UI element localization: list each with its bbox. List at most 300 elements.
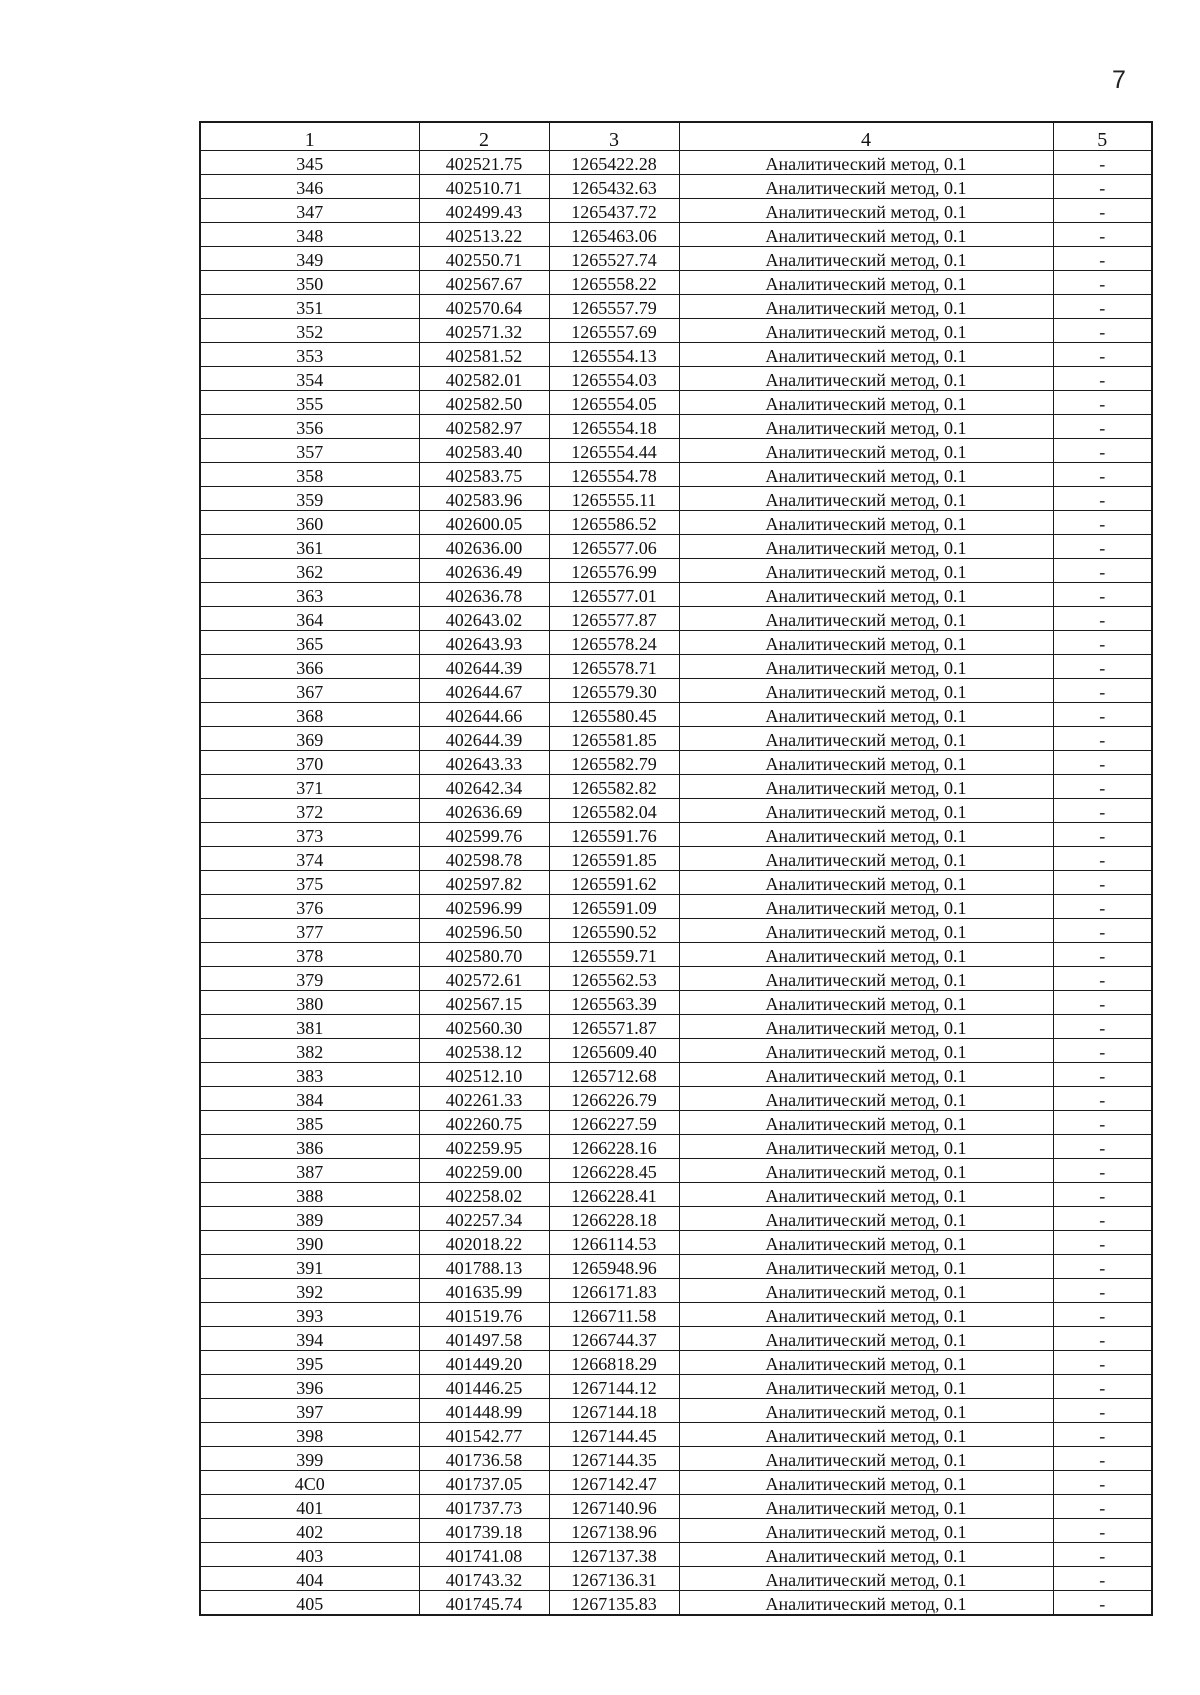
table-row — [200, 439, 1152, 463]
cell-y: 1265578.71 — [549, 655, 679, 679]
cell-method: Аналитический метод, 0.1 — [679, 1063, 1053, 1087]
cell-method: Аналитический метод, 0.1 — [679, 823, 1053, 847]
cell-method: Аналитический метод, 0.1 — [679, 655, 1053, 679]
cell-x: 402513.22 — [419, 223, 549, 247]
cell-point-number: 392 — [200, 1279, 419, 1303]
cell-method: Аналитический метод, 0.1 — [679, 1447, 1053, 1471]
cell-y: 1265559.71 — [549, 943, 679, 967]
cell-x: 402570.64 — [419, 295, 549, 319]
cell-point-number: 391 — [200, 1255, 419, 1279]
cell-y: 1265577.06 — [549, 535, 679, 559]
cell-method: Аналитический метод, 0.1 — [679, 1159, 1053, 1183]
cell-point-number: 370 — [200, 751, 419, 775]
cell-y: 1265590.52 — [549, 919, 679, 943]
cell-description: - — [1053, 655, 1152, 679]
cell-method: Аналитический метод, 0.1 — [679, 1543, 1053, 1567]
cell-y: 1265527.74 — [549, 247, 679, 271]
cell-point-number: 348 — [200, 223, 419, 247]
table-row — [200, 1255, 1152, 1279]
cell-description: - — [1053, 511, 1152, 535]
cell-point-number: 356 — [200, 415, 419, 439]
cell-x: 401743.32 — [419, 1567, 549, 1591]
cell-x: 402644.67 — [419, 679, 549, 703]
cell-x: 402583.75 — [419, 463, 549, 487]
cell-point-number: 376 — [200, 895, 419, 919]
cell-point-number: 399 — [200, 1447, 419, 1471]
cell-method: Аналитический метод, 0.1 — [679, 607, 1053, 631]
cell-y: 1267144.45 — [549, 1423, 679, 1447]
cell-description: - — [1053, 703, 1152, 727]
table-header-row — [200, 122, 1152, 151]
table-row — [200, 1111, 1152, 1135]
cell-point-number: 371 — [200, 775, 419, 799]
table-row — [200, 511, 1152, 535]
cell-x: 402499.43 — [419, 199, 549, 223]
cell-point-number: 387 — [200, 1159, 419, 1183]
cell-point-number: 355 — [200, 391, 419, 415]
cell-method: Аналитический метод, 0.1 — [679, 415, 1053, 439]
table-row — [200, 919, 1152, 943]
table-row — [200, 679, 1152, 703]
cell-description: - — [1053, 751, 1152, 775]
cell-y: 1265555.11 — [549, 487, 679, 511]
cell-x: 402521.75 — [419, 151, 549, 175]
cell-method: Аналитический метод, 0.1 — [679, 1015, 1053, 1039]
cell-description: - — [1053, 1351, 1152, 1375]
table-body — [200, 151, 1152, 1616]
cell-y: 1265554.13 — [549, 343, 679, 367]
cell-x: 401497.58 — [419, 1327, 549, 1351]
cell-description: - — [1053, 1375, 1152, 1399]
cell-point-number: 359 — [200, 487, 419, 511]
cell-description: - — [1053, 247, 1152, 271]
table-row — [200, 847, 1152, 871]
cell-point-number: 384 — [200, 1087, 419, 1111]
cell-description: - — [1053, 727, 1152, 751]
table-row — [200, 775, 1152, 799]
cell-x: 402018.22 — [419, 1231, 549, 1255]
table-row — [200, 1231, 1152, 1255]
cell-y: 1266228.18 — [549, 1207, 679, 1231]
cell-x: 402582.50 — [419, 391, 549, 415]
cell-point-number: 396 — [200, 1375, 419, 1399]
table-row — [200, 1591, 1152, 1616]
cell-point-number: 385 — [200, 1111, 419, 1135]
cell-description: - — [1053, 151, 1152, 175]
table-row — [200, 175, 1152, 199]
cell-y: 1265562.53 — [549, 967, 679, 991]
cell-y: 1266171.83 — [549, 1279, 679, 1303]
cell-y: 1265558.22 — [549, 271, 679, 295]
cell-x: 402600.05 — [419, 511, 549, 535]
header-cell-y: 3 — [549, 122, 679, 151]
cell-y: 1265563.39 — [549, 991, 679, 1015]
cell-x: 402636.69 — [419, 799, 549, 823]
cell-y: 1265582.04 — [549, 799, 679, 823]
table-row — [200, 1471, 1152, 1495]
cell-x: 402644.39 — [419, 655, 549, 679]
cell-x: 401519.76 — [419, 1303, 549, 1327]
cell-y: 1265437.72 — [549, 199, 679, 223]
table-row — [200, 1327, 1152, 1351]
cell-method: Аналитический метод, 0.1 — [679, 775, 1053, 799]
cell-description: - — [1053, 223, 1152, 247]
cell-description: - — [1053, 1015, 1152, 1039]
cell-x: 402597.82 — [419, 871, 549, 895]
cell-method: Аналитический метод, 0.1 — [679, 439, 1053, 463]
cell-y: 1265577.01 — [549, 583, 679, 607]
table-row — [200, 1351, 1152, 1375]
coordinates-table — [199, 121, 1153, 1616]
cell-y: 1265422.28 — [549, 151, 679, 175]
cell-x: 401736.58 — [419, 1447, 549, 1471]
cell-point-number: 395 — [200, 1351, 419, 1375]
cell-x: 402538.12 — [419, 1039, 549, 1063]
cell-description: - — [1053, 1519, 1152, 1543]
cell-description: - — [1053, 895, 1152, 919]
cell-y: 1265578.24 — [549, 631, 679, 655]
cell-x: 401635.99 — [419, 1279, 549, 1303]
cell-point-number: 363 — [200, 583, 419, 607]
cell-x: 402550.71 — [419, 247, 549, 271]
cell-y: 1265580.45 — [549, 703, 679, 727]
cell-y: 1267140.96 — [549, 1495, 679, 1519]
cell-y: 1266228.41 — [549, 1183, 679, 1207]
cell-point-number: 390 — [200, 1231, 419, 1255]
cell-method: Аналитический метод, 0.1 — [679, 535, 1053, 559]
cell-x: 402560.30 — [419, 1015, 549, 1039]
cell-point-number: 374 — [200, 847, 419, 871]
cell-point-number: 350 — [200, 271, 419, 295]
cell-method: Аналитический метод, 0.1 — [679, 799, 1053, 823]
table-row — [200, 487, 1152, 511]
table-row — [200, 415, 1152, 439]
table-row — [200, 1015, 1152, 1039]
cell-method: Аналитический метод, 0.1 — [679, 1255, 1053, 1279]
cell-point-number: 381 — [200, 1015, 419, 1039]
cell-method: Аналитический метод, 0.1 — [679, 1375, 1053, 1399]
cell-description: - — [1053, 487, 1152, 511]
cell-point-number: 401 — [200, 1495, 419, 1519]
cell-description: - — [1053, 1207, 1152, 1231]
cell-x: 401788.13 — [419, 1255, 549, 1279]
cell-point-number: 361 — [200, 535, 419, 559]
cell-x: 402644.39 — [419, 727, 549, 751]
cell-point-number: 404 — [200, 1567, 419, 1591]
cell-y: 1265591.85 — [549, 847, 679, 871]
cell-description: - — [1053, 847, 1152, 871]
table-row — [200, 607, 1152, 631]
cell-method: Аналитический метод, 0.1 — [679, 1567, 1053, 1591]
cell-point-number: 398 — [200, 1423, 419, 1447]
header-cell-x: 2 — [419, 122, 549, 151]
cell-method: Аналитический метод, 0.1 — [679, 223, 1053, 247]
cell-x: 401739.18 — [419, 1519, 549, 1543]
cell-method: Аналитический метод, 0.1 — [679, 487, 1053, 511]
cell-x: 402259.95 — [419, 1135, 549, 1159]
cell-description: - — [1053, 367, 1152, 391]
cell-method: Аналитический метод, 0.1 — [679, 1279, 1053, 1303]
cell-description: - — [1053, 175, 1152, 199]
cell-description: - — [1053, 391, 1152, 415]
cell-description: - — [1053, 1327, 1152, 1351]
table-row — [200, 1087, 1152, 1111]
cell-y: 1265576.99 — [549, 559, 679, 583]
cell-x: 402598.78 — [419, 847, 549, 871]
cell-description: - — [1053, 1159, 1152, 1183]
cell-description: - — [1053, 1567, 1152, 1591]
cell-y: 1265577.87 — [549, 607, 679, 631]
cell-description: - — [1053, 1399, 1152, 1423]
table-row — [200, 1183, 1152, 1207]
table-row — [200, 655, 1152, 679]
cell-y: 1265948.96 — [549, 1255, 679, 1279]
cell-description: - — [1053, 967, 1152, 991]
cell-y: 1265557.79 — [549, 295, 679, 319]
cell-y: 1266744.37 — [549, 1327, 679, 1351]
table-row — [200, 1303, 1152, 1327]
cell-y: 1265581.85 — [549, 727, 679, 751]
cell-point-number: 380 — [200, 991, 419, 1015]
cell-x: 402583.96 — [419, 487, 549, 511]
header-cell-point-number: 1 — [200, 122, 419, 151]
table-row — [200, 703, 1152, 727]
cell-x: 402636.00 — [419, 535, 549, 559]
cell-x: 401741.08 — [419, 1543, 549, 1567]
cell-method: Аналитический метод, 0.1 — [679, 175, 1053, 199]
cell-y: 1267144.12 — [549, 1375, 679, 1399]
cell-method: Аналитический метод, 0.1 — [679, 199, 1053, 223]
cell-y: 1267144.35 — [549, 1447, 679, 1471]
table-row — [200, 559, 1152, 583]
table-row — [200, 1567, 1152, 1591]
cell-x: 402643.33 — [419, 751, 549, 775]
cell-description: - — [1053, 583, 1152, 607]
header-cell-method: 4 — [679, 122, 1053, 151]
cell-y: 1265554.18 — [549, 415, 679, 439]
cell-x: 402512.10 — [419, 1063, 549, 1087]
cell-description: - — [1053, 1303, 1152, 1327]
cell-description: - — [1053, 823, 1152, 847]
page-number: 7 — [1112, 66, 1126, 94]
cell-y: 1265591.76 — [549, 823, 679, 847]
cell-y: 1266226.79 — [549, 1087, 679, 1111]
cell-method: Аналитический метод, 0.1 — [679, 583, 1053, 607]
cell-method: Аналитический метод, 0.1 — [679, 631, 1053, 655]
cell-description: - — [1053, 1039, 1152, 1063]
table-row — [200, 1159, 1152, 1183]
cell-x: 402261.33 — [419, 1087, 549, 1111]
cell-description: - — [1053, 1423, 1152, 1447]
cell-point-number: 351 — [200, 295, 419, 319]
cell-method: Аналитический метод, 0.1 — [679, 1327, 1053, 1351]
cell-method: Аналитический метод, 0.1 — [679, 727, 1053, 751]
cell-point-number: 369 — [200, 727, 419, 751]
cell-x: 401446.25 — [419, 1375, 549, 1399]
cell-method: Аналитический метод, 0.1 — [679, 751, 1053, 775]
table-row — [200, 895, 1152, 919]
cell-point-number: 345 — [200, 151, 419, 175]
cell-x: 402571.32 — [419, 319, 549, 343]
table-row — [200, 199, 1152, 223]
cell-method: Аналитический метод, 0.1 — [679, 151, 1053, 175]
cell-description: - — [1053, 1255, 1152, 1279]
cell-point-number: 353 — [200, 343, 419, 367]
cell-description: - — [1053, 919, 1152, 943]
cell-point-number: 373 — [200, 823, 419, 847]
cell-description: - — [1053, 1063, 1152, 1087]
cell-method: Аналитический метод, 0.1 — [679, 391, 1053, 415]
table-row — [200, 991, 1152, 1015]
cell-description: - — [1053, 1279, 1152, 1303]
table-row — [200, 823, 1152, 847]
cell-point-number: 375 — [200, 871, 419, 895]
cell-point-number: 347 — [200, 199, 419, 223]
cell-x: 401737.73 — [419, 1495, 549, 1519]
cell-x: 402596.50 — [419, 919, 549, 943]
cell-point-number: 368 — [200, 703, 419, 727]
cell-method: Аналитический метод, 0.1 — [679, 1519, 1053, 1543]
table-row — [200, 295, 1152, 319]
cell-point-number: 393 — [200, 1303, 419, 1327]
table-row — [200, 247, 1152, 271]
cell-method: Аналитический метод, 0.1 — [679, 1111, 1053, 1135]
cell-point-number: 366 — [200, 655, 419, 679]
cell-method: Аналитический метод, 0.1 — [679, 559, 1053, 583]
cell-point-number: 367 — [200, 679, 419, 703]
cell-point-number: 357 — [200, 439, 419, 463]
cell-description: - — [1053, 1543, 1152, 1567]
table-row — [200, 583, 1152, 607]
cell-method: Аналитический метод, 0.1 — [679, 1303, 1053, 1327]
cell-point-number: 358 — [200, 463, 419, 487]
cell-y: 1266114.53 — [549, 1231, 679, 1255]
cell-y: 1265586.52 — [549, 511, 679, 535]
cell-x: 401745.74 — [419, 1591, 549, 1616]
cell-description: - — [1053, 1135, 1152, 1159]
cell-description: - — [1053, 199, 1152, 223]
cell-description: - — [1053, 1447, 1152, 1471]
cell-description: - — [1053, 463, 1152, 487]
cell-y: 1266818.29 — [549, 1351, 679, 1375]
table-row — [200, 1495, 1152, 1519]
cell-y: 1267142.47 — [549, 1471, 679, 1495]
table-row — [200, 1207, 1152, 1231]
table-row — [200, 799, 1152, 823]
cell-method: Аналитический метод, 0.1 — [679, 367, 1053, 391]
cell-description: - — [1053, 1591, 1152, 1616]
cell-method: Аналитический метод, 0.1 — [679, 1207, 1053, 1231]
cell-description: - — [1053, 1231, 1152, 1255]
cell-x: 402636.49 — [419, 559, 549, 583]
table-row — [200, 1039, 1152, 1063]
cell-y: 1265557.69 — [549, 319, 679, 343]
cell-method: Аналитический метод, 0.1 — [679, 703, 1053, 727]
cell-description: - — [1053, 1495, 1152, 1519]
table-row — [200, 1399, 1152, 1423]
cell-method: Аналитический метод, 0.1 — [679, 295, 1053, 319]
table-row — [200, 391, 1152, 415]
cell-description: - — [1053, 295, 1152, 319]
cell-x: 402580.70 — [419, 943, 549, 967]
cell-method: Аналитический метод, 0.1 — [679, 1183, 1053, 1207]
cell-y: 1265571.87 — [549, 1015, 679, 1039]
cell-point-number: 394 — [200, 1327, 419, 1351]
cell-y: 1266228.16 — [549, 1135, 679, 1159]
cell-x: 402572.61 — [419, 967, 549, 991]
cell-method: Аналитический метод, 0.1 — [679, 967, 1053, 991]
cell-x: 402582.97 — [419, 415, 549, 439]
cell-point-number: 405 — [200, 1591, 419, 1616]
cell-description: - — [1053, 1471, 1152, 1495]
cell-method: Аналитический метод, 0.1 — [679, 943, 1053, 967]
cell-description: - — [1053, 775, 1152, 799]
cell-x: 401542.77 — [419, 1423, 549, 1447]
table-row — [200, 463, 1152, 487]
cell-method: Аналитический метод, 0.1 — [679, 1231, 1053, 1255]
cell-x: 402259.00 — [419, 1159, 549, 1183]
table-row — [200, 967, 1152, 991]
cell-method: Аналитический метод, 0.1 — [679, 343, 1053, 367]
cell-method: Аналитический метод, 0.1 — [679, 1399, 1053, 1423]
table-row — [200, 271, 1152, 295]
cell-description: - — [1053, 1183, 1152, 1207]
cell-point-number: 403 — [200, 1543, 419, 1567]
cell-description: - — [1053, 991, 1152, 1015]
table-row — [200, 151, 1152, 175]
cell-point-number: 383 — [200, 1063, 419, 1087]
cell-y: 1265554.44 — [549, 439, 679, 463]
table-row — [200, 535, 1152, 559]
cell-method: Аналитический метод, 0.1 — [679, 847, 1053, 871]
cell-description: - — [1053, 535, 1152, 559]
cell-method: Аналитический метод, 0.1 — [679, 1591, 1053, 1616]
cell-x: 402581.52 — [419, 343, 549, 367]
cell-y: 1265591.09 — [549, 895, 679, 919]
cell-y: 1265712.68 — [549, 1063, 679, 1087]
cell-method: Аналитический метод, 0.1 — [679, 1135, 1053, 1159]
cell-y: 1265554.78 — [549, 463, 679, 487]
cell-x: 402582.01 — [419, 367, 549, 391]
cell-x: 402567.15 — [419, 991, 549, 1015]
cell-description: - — [1053, 607, 1152, 631]
cell-point-number: 379 — [200, 967, 419, 991]
cell-y: 1265554.03 — [549, 367, 679, 391]
table-row — [200, 1423, 1152, 1447]
table-row — [200, 223, 1152, 247]
cell-method: Аналитический метод, 0.1 — [679, 679, 1053, 703]
cell-method: Аналитический метод, 0.1 — [679, 1471, 1053, 1495]
table-row — [200, 1279, 1152, 1303]
cell-description: - — [1053, 1087, 1152, 1111]
cell-point-number: 382 — [200, 1039, 419, 1063]
cell-x: 401448.99 — [419, 1399, 549, 1423]
table-row — [200, 751, 1152, 775]
cell-y: 1266228.45 — [549, 1159, 679, 1183]
header-cell-description: 5 — [1053, 122, 1152, 151]
table-row — [200, 631, 1152, 655]
cell-x: 402510.71 — [419, 175, 549, 199]
cell-point-number: 365 — [200, 631, 419, 655]
cell-y: 1266227.59 — [549, 1111, 679, 1135]
cell-method: Аналитический метод, 0.1 — [679, 1351, 1053, 1375]
cell-description: - — [1053, 871, 1152, 895]
cell-method: Аналитический метод, 0.1 — [679, 1423, 1053, 1447]
cell-x: 402644.66 — [419, 703, 549, 727]
cell-y: 1265463.06 — [549, 223, 679, 247]
cell-description: - — [1053, 799, 1152, 823]
cell-x: 402596.99 — [419, 895, 549, 919]
